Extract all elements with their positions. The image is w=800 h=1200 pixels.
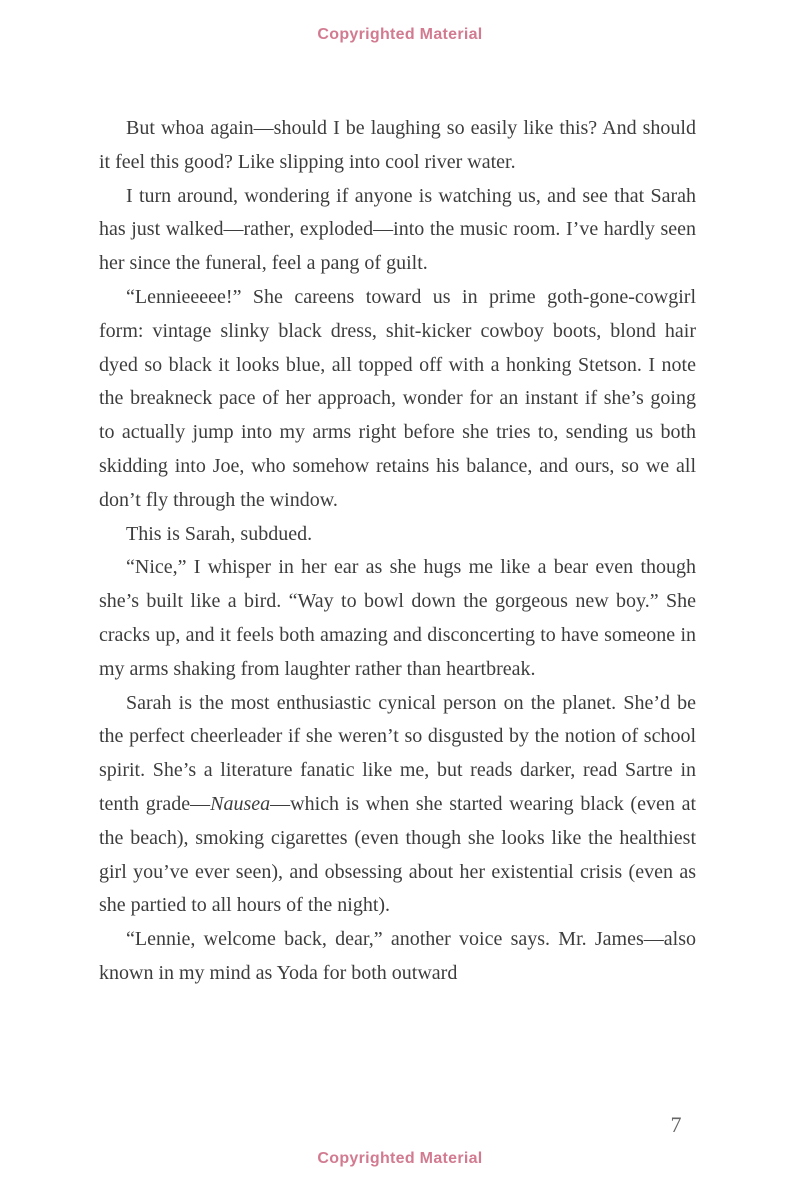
text-run: “Lennie, welcome back, dear,” another voice says. Mr. James—also known in my mind as Yoda for both outward xyxy=(99,928,696,984)
copyright-notice-top: Copyrighted Material xyxy=(317,26,483,43)
paragraph xyxy=(99,518,696,552)
paragraph xyxy=(99,112,696,180)
paragraph xyxy=(99,687,696,924)
text-run: Sarah is the most enthusiastic cynical person on the planet. She’d be the perfect cheerleader if she weren’t so disgusted by the notion of school spirit. She’s a literature fanatic like me, but reads darker, read Sartre in tenth grade— xyxy=(99,691,696,815)
paragraph xyxy=(99,923,696,991)
paragraph xyxy=(99,281,696,518)
page-number: 7 xyxy=(670,1112,682,1137)
text-run: “Lennieeeee!” She careens toward us in prime goth-gone-cowgirl form: vintage slinky black dress, shit-kicker cowboy boots, blond hair dyed so black it looks blue, all topped off with a honking Stetson. I note the breakneck pace of her approach, wonder for an instant if she’s going to actually jump into my arms right before she tries to, sending us both skidding into Joe, who somehow retains his balance, and ours, so we all don’t fly through the window. xyxy=(99,285,696,511)
text-run: But whoa again—should I be laughing so easily like this? And should it feel this good? Like slipping into cool river water. xyxy=(99,117,696,173)
text-run: —which is when she started wearing black (even at the beach), smoking cigarettes (even though she looks like the healthiest girl you’ve ever seen), and obsessing about her existential crisis (even as she partied to all hours of the night). xyxy=(99,792,696,917)
copyright-notice-bottom: Copyrighted Material xyxy=(317,1150,483,1167)
text-run: I turn around, wondering if anyone is watching us, and see that Sarah has just walked—rather, exploded—into the music room. I’ve hardly seen her since the funeral, feel a pang of guilt. xyxy=(99,184,696,275)
italic-text: Nausea xyxy=(210,792,271,815)
paragraph xyxy=(99,551,696,686)
paragraph xyxy=(99,180,696,281)
text-run: “Nice,” I whisper in her ear as she hugs me like a bear even though she’s built like a bird. “Way to bowl down the gorgeous new boy.” She cracks up, and it feels both amazing and disconcerting to have someone in my arms shaking from laughter rather than heartbreak. xyxy=(99,556,696,680)
body-text xyxy=(99,112,696,991)
text-run: This is Sarah, subdued. xyxy=(126,522,313,545)
